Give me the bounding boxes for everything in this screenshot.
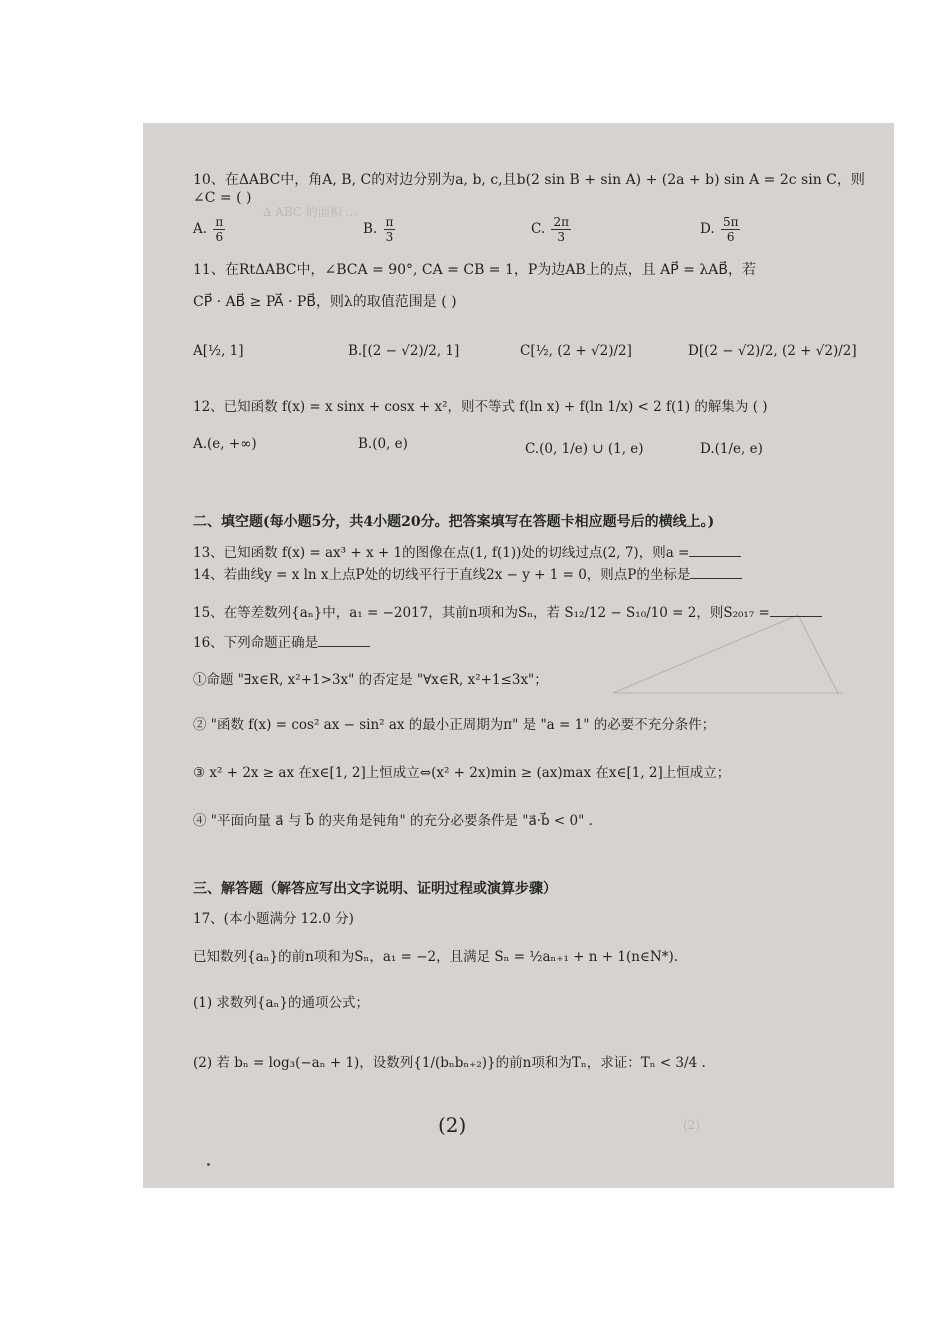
- q13: [193, 541, 741, 561]
- fraction-numerator: π: [215, 215, 224, 229]
- answer-blank: [770, 604, 822, 617]
- q12-option-b: B.(0, e): [358, 436, 408, 452]
- fraction-numerator: π: [385, 215, 394, 229]
- section-2-heading: 二、填空题(每小题5分，共4小题20分。把答案填写在答题卡相应题号后的横线上。): [193, 514, 715, 530]
- exam-page: [143, 123, 894, 1188]
- q11-option-b: B.[(2 − √2)/2, 1]: [348, 343, 460, 359]
- speck: [207, 1163, 210, 1166]
- q12-option-c: C.(0, 1/e) ∪ (1, e): [525, 441, 644, 457]
- q16: [193, 631, 370, 651]
- q16-text: 16、下列命题正确是: [193, 635, 319, 651]
- bleed-through-text: ∆ ABC 的面积 ...: [263, 205, 358, 219]
- q10-option-d: [700, 215, 742, 244]
- q14-text: 14、若曲线y = x ln x上点P处的切线平行于直线2x − y + 1 = 0，则点P的坐标是: [193, 567, 691, 583]
- q13-text: 13、已知函数 f(x) = ax³ + x + 1的图像在点(1, f(1))处的切线过点(2, 7)，则a =: [193, 545, 690, 561]
- q17-heading: 17、(本小题满分 12.0 分): [193, 911, 354, 927]
- fraction-denominator: 6: [726, 230, 735, 244]
- q10-option-a: [193, 215, 227, 244]
- q15: [193, 601, 822, 621]
- q10-stem-line2: ∠C = ( ): [193, 190, 252, 206]
- q14: [193, 563, 742, 583]
- page-number: (2): [438, 1113, 467, 1137]
- fraction-numerator: 2π: [553, 215, 569, 229]
- answer-blank: [690, 566, 742, 579]
- q10-option-c: [531, 215, 573, 244]
- option-label: B.: [363, 221, 378, 237]
- q16-item-3: ③ x² + 2x ≥ ax 在x∈[1, 2]上恒成立⇔(x² + 2x)min ≥ (ax)max 在x∈[1, 2]上恒成立；: [193, 765, 731, 781]
- q17-part-1: (1) 求数列{aₙ}的通项公式；: [193, 995, 369, 1011]
- q16-item-4: ④ "平面向量 a⃗ 与 b⃗ 的夹角是钝角" 的充分必要条件是 "a⃗·b⃗ < 0" .: [193, 813, 593, 829]
- answer-blank: [318, 634, 370, 647]
- option-label: D.: [700, 221, 715, 237]
- fraction-denominator: 3: [385, 230, 394, 244]
- q12-stem: 12、已知函数 f(x) = x sinx + cosx + x²，则不等式 f(ln x) + f(ln 1/x) < 2 f(1) 的解集为 ( ): [193, 399, 768, 415]
- q16-item-1: ①命题 "∃x∈R, x²+1>3x" 的否定是 "∀x∈R, x²+1≤3x"；: [193, 672, 548, 688]
- fraction-numerator: 5π: [722, 215, 739, 229]
- q11-stem-line1: 11、在RtΔABC中，∠BCA = 90°, CA = CB = 1，P为边AB上的点，且 AP⃗ = λAB⃗，若: [193, 262, 756, 278]
- q11-option-a: A[½, 1]: [193, 343, 244, 359]
- q10-option-b: [363, 215, 397, 244]
- option-label: C.: [531, 221, 546, 237]
- fraction-denominator: 6: [215, 230, 224, 244]
- q10-stem-line1: 10、在ΔABC中，角A, B, C的对边分别为a, b, c,且b(2 sin B + sin A) + (2a + b) sin A = 2c sin C，则: [193, 172, 865, 188]
- option-label: A.: [193, 221, 208, 237]
- q15-text: 15、在等差数列{aₙ}中，a₁ = −2017，其前n项和为Sₙ，若 S₁₂/12 − S₁₀/10 = 2，则S₂₀₁₇ =: [193, 605, 770, 621]
- q16-item-2: ② "函数 f(x) = cos² ax − sin² ax 的最小正周期为π" 是 "a = 1" 的必要不充分条件；: [193, 717, 716, 733]
- section-3-heading: 三、解答题（解答应写出文字说明、证明过程或演算步骤）: [193, 881, 557, 897]
- answer-blank: [689, 544, 741, 557]
- q17-stem: 已知数列{aₙ}的前n项和为Sₙ，a₁ = −2，且满足 Sₙ = ½aₙ₊₁ + n + 1(n∈N*).: [193, 949, 679, 965]
- q12-option-a: A.(e, +∞): [193, 436, 257, 452]
- bleed-through-text: (2): [683, 1118, 700, 1132]
- q11-stem-line2: CP⃗ · AB⃗ ≥ PA⃗ · PB⃗，则λ的取值范围是 ( ): [193, 294, 457, 310]
- q12-option-d: D.(1/e, e): [700, 441, 763, 457]
- q17-part-2: (2) 若 bₙ = log₃(−aₙ + 1)，设数列{1/(bₙbₙ₊₂)}的前n项和为Tₙ，求证：Tₙ < 3/4 .: [193, 1055, 706, 1071]
- fraction-denominator: 3: [557, 230, 566, 244]
- bleed-through-lines: [143, 123, 894, 1188]
- q11-option-d: D[(2 − √2)/2, (2 + √2)/2]: [688, 343, 857, 359]
- q11-option-c: C[½, (2 + √2)/2]: [520, 343, 632, 359]
